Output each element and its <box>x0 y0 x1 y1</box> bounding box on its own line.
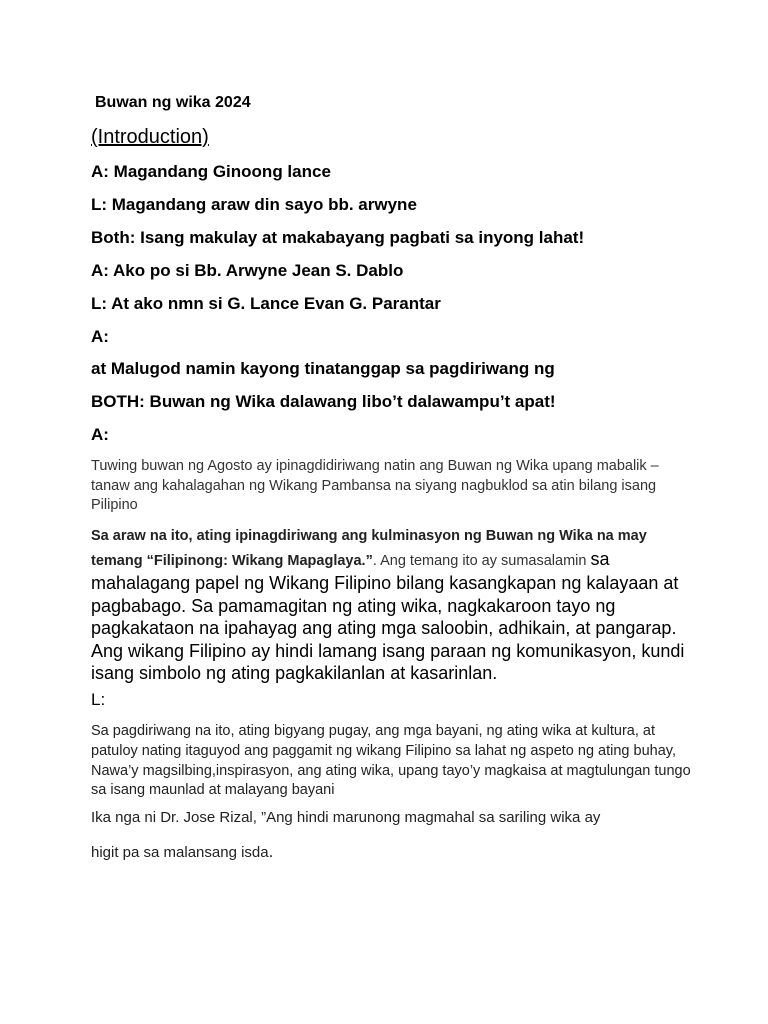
rizal-quote-line-1: Ika nga ni Dr. Jose Rizal, ”Ang hindi marunong magmahal sa sariling wika ay <box>91 809 601 826</box>
section-heading: (Introduction) <box>91 126 209 148</box>
dialogue-line: L: At ako nmn si G. Lance Evan G. Parantar <box>91 294 441 313</box>
paragraph-tema <box>91 523 691 685</box>
rizal-quote-line-2 <box>91 843 273 860</box>
dialogue-line: A: Ako po si Bb. Arwyne Jean S. Dablo <box>91 261 404 280</box>
paragraph-tema-body: sa mahalagang papel ng Wikang Filipino bilang kasangkapan ng kalayaan at pagbabago. Sa pamamagitan ng ating wika, nagkakaroon tayo ng pagkakataon na ipahayag ang ating mga saloobin, adhikain, at pangarap. Ang wikang Filipino ay hindi lamang isang paraan ng komunikasyon, kundi isang simbolo ng ating pagkakilanlan at kasarinlan. <box>91 548 685 683</box>
dialogue-line: A: Magandang Ginoong lance <box>91 162 331 181</box>
document-title: Buwan ng wika 2024 <box>95 94 251 111</box>
dialogue-line: at Malugod namin kayong tinatanggap sa pagdiriwang ng <box>91 359 555 378</box>
paragraph-agosto: Tuwing buwan ng Agosto ay ipinagdidiriwang natin ang Buwan ng Wika upang mabalik – tanaw ang kahalagahan ng Wikang Pambansa na siyang nagbuklod sa atin bilang isang Pilipino <box>91 458 659 513</box>
dialogue-line: A: <box>91 327 109 346</box>
dialogue-line: L: Magandang araw din sayo bb. arwyne <box>91 195 417 214</box>
rizal-quote-text: higit pa sa malansang isda <box>91 844 269 861</box>
dialogue-line: Both: Isang makulay at makabayang pagbati sa inyong lahat! <box>91 228 585 247</box>
paragraph-pagdiriwang: Sa pagdiriwang na ito, ating bigyang pugay, ang mga bayani, ng ating wika at kultura, at patuloy nating itaguyod ang paggamit ng wikang Filipino sa lahat ng aspeto ng ating buhay, Nawa’y magsilbing,inspirasyon, ang ating wika, upang tayo’y magkaisa at magtulungan tungo sa isang maunlad at malayang bayani <box>91 723 691 799</box>
rizal-quote-period: . <box>268 842 274 861</box>
dialogue-line: BOTH: Buwan ng Wika dalawang libo’t dalawampu’t apat! <box>91 392 556 411</box>
paragraph-tema-lead: . Ang temang ito ay sumasalamin <box>372 552 591 569</box>
paragraph-tema-bold: Sa araw na ito, ating ipinagdiriwang ang kulminasyon ng Buwan ng Wika na may temang “Filipinong: Wikang Mapaglaya.” <box>91 528 647 569</box>
speaker-label-l: L: <box>91 690 106 709</box>
dialogue-line: A: <box>91 425 109 444</box>
